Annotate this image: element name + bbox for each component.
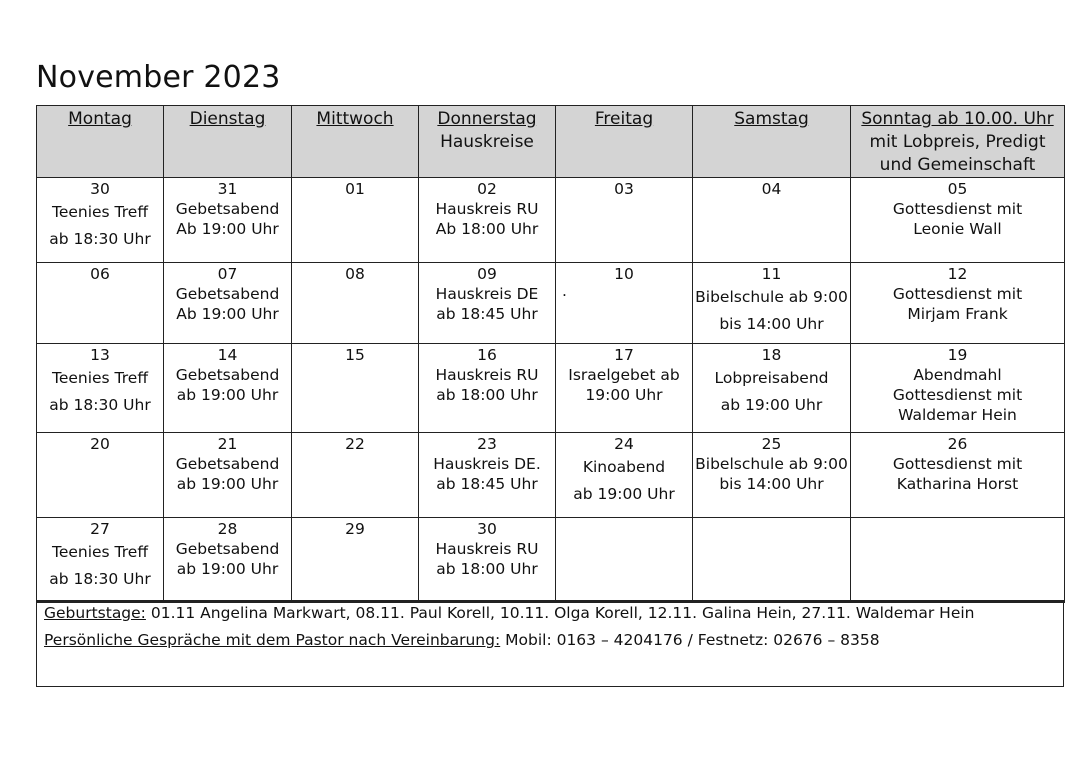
event-text: Kinoabend — [582, 458, 666, 476]
stray-mark: . — [562, 282, 567, 300]
pastor-contact-label: Persönliche Gespräche mit dem Pastor nach Vereinbarung: — [44, 631, 501, 649]
event-text: ab 18:00 Uhr — [436, 560, 538, 578]
day-number: 13 — [90, 346, 110, 364]
header-day-label: Sonntag ab 10.00. Uhr — [861, 109, 1054, 129]
event-text: ab 19:00 Uhr — [176, 475, 279, 493]
day-number: 30 — [477, 520, 497, 538]
day-cell-content — [292, 178, 418, 199]
day-cell-wednesday — [292, 344, 419, 433]
event-text: Gebetsabend — [175, 366, 280, 384]
day-cell-content — [419, 344, 555, 405]
day-cell-monday — [37, 344, 164, 433]
event-text: ab 18:00 Uhr — [436, 386, 538, 404]
header-day-label: Freitag — [594, 109, 654, 129]
event-text: Hauskreis RU — [435, 200, 539, 218]
day-number: 16 — [477, 346, 497, 364]
event-text: Gottesdienst mit — [892, 285, 1023, 303]
event-text: Abendmahl — [913, 366, 1002, 384]
event-text: ab 19:00 Uhr — [573, 485, 675, 503]
header-wednesday — [292, 106, 419, 178]
day-cell-content — [419, 178, 555, 239]
day-cell-thursday — [419, 433, 556, 518]
pastor-contact-line — [37, 630, 1063, 650]
calendar-table — [36, 105, 1065, 603]
day-cell-wednesday — [292, 433, 419, 518]
event-text: ab 18:30 Uhr — [49, 396, 151, 414]
event-text: Hauskreis DE — [435, 285, 539, 303]
event-text: ab 18:45 Uhr — [436, 305, 538, 323]
day-cell-content — [556, 433, 692, 508]
day-cell-content — [292, 433, 418, 454]
day-cell-content — [37, 263, 163, 284]
header-sunday — [851, 106, 1065, 178]
day-cell-content — [693, 178, 850, 199]
day-number: 19 — [947, 346, 968, 364]
event-text: Katharina Horst — [896, 475, 1019, 493]
event-text: Ab 19:00 Uhr — [176, 220, 279, 238]
day-cell-content — [164, 178, 291, 239]
day-cell-friday — [556, 178, 693, 263]
day-number: 09 — [477, 265, 497, 283]
day-cell-content — [693, 263, 850, 338]
day-cell-content — [37, 518, 163, 593]
day-number: 14 — [217, 346, 238, 364]
event-text: Leonie Wall — [913, 220, 1002, 238]
day-cell-content — [292, 518, 418, 539]
event-text: Lobpreisabend — [714, 369, 829, 387]
day-cell-friday — [556, 263, 693, 344]
day-number: 31 — [217, 180, 238, 198]
day-cell-content — [693, 344, 850, 419]
week-row — [37, 263, 1065, 344]
day-cell-sunday — [851, 433, 1065, 518]
day-cell-content — [37, 178, 163, 253]
day-cell-content — [693, 518, 850, 519]
day-cell-monday — [37, 178, 164, 263]
day-cell-saturday — [693, 433, 851, 518]
day-number: 01 — [345, 180, 365, 198]
day-cell-sunday — [851, 178, 1065, 263]
event-text: ab 19:00 Uhr — [720, 396, 823, 414]
day-number: 24 — [614, 435, 634, 453]
day-cell-content — [693, 433, 850, 494]
header-day-label: Samstag — [734, 109, 809, 129]
day-number: 05 — [947, 180, 968, 198]
day-number: 02 — [477, 180, 497, 198]
day-cell-content — [556, 263, 692, 300]
event-text: Teenies Treff — [51, 369, 148, 387]
day-cell-thursday — [419, 178, 556, 263]
day-cell-tuesday — [164, 344, 292, 433]
day-cell-monday — [37, 263, 164, 344]
day-cell-content — [556, 178, 692, 199]
header-friday — [556, 106, 693, 178]
event-text: Ab 18:00 Uhr — [435, 220, 539, 238]
day-cell-thursday — [419, 518, 556, 603]
day-cell-content — [292, 344, 418, 365]
day-cell-sunday — [851, 518, 1065, 603]
day-cell-content — [851, 518, 1064, 519]
day-cell-tuesday — [164, 178, 292, 263]
event-text: Gottesdienst mit — [892, 455, 1023, 473]
header-subtitle: Hauskreise — [440, 132, 534, 152]
event-text: Gottesdienst mit — [892, 386, 1023, 404]
birthdays-text: 01.11 Angelina Markwart, 08.11. Paul Korell, 10.11. Olga Korell, 12.11. Galina Hein, 27.11. Waldemar Hein — [145, 604, 975, 622]
day-number: 12 — [947, 265, 968, 283]
event-text: Ab 19:00 Uhr — [176, 305, 279, 323]
day-cell-saturday — [693, 518, 851, 603]
day-number: 23 — [477, 435, 497, 453]
header-tuesday — [164, 106, 292, 178]
day-cell-content — [37, 344, 163, 419]
day-cell-saturday — [693, 344, 851, 433]
birthdays-label: Geburtstage: — [44, 604, 146, 622]
day-cell-content — [556, 344, 692, 405]
day-number: 18 — [761, 346, 782, 364]
pastor-contact-text: Mobil: 0163 – 4204176 / Festnetz: 02676 – 8358 — [500, 631, 880, 649]
birthdays-line — [37, 603, 1063, 623]
day-cell-tuesday — [164, 518, 292, 603]
day-cell-content — [37, 433, 163, 454]
day-cell-friday — [556, 518, 693, 603]
event-text: bis 14:00 Uhr — [719, 475, 824, 493]
day-cell-content — [419, 433, 555, 494]
header-subtitle: mit Lobpreis, Predigt und Gemeinschaft — [869, 132, 1046, 175]
event-text: ab 18:30 Uhr — [49, 230, 151, 248]
week-row — [37, 433, 1065, 518]
event-text: Bibelschule ab 9:00 — [695, 455, 848, 473]
event-text: Israelgebet ab — [568, 366, 680, 384]
day-cell-content — [164, 344, 291, 405]
day-cell-content — [851, 344, 1064, 425]
day-cell-tuesday — [164, 263, 292, 344]
event-text: Gottesdienst mit — [892, 200, 1023, 218]
day-cell-friday — [556, 344, 693, 433]
header-day-label: Dienstag — [189, 109, 266, 129]
event-text: Teenies Treff — [51, 203, 148, 221]
day-cell-friday — [556, 433, 693, 518]
event-text: ab 19:00 Uhr — [176, 560, 279, 578]
day-cell-wednesday — [292, 178, 419, 263]
footer-notes — [36, 600, 1064, 687]
event-text: 19:00 Uhr — [585, 386, 663, 404]
event-text: ab 19:00 Uhr — [176, 386, 279, 404]
event-text: Gebetsabend — [175, 285, 280, 303]
day-cell-content — [851, 178, 1064, 239]
day-number: 20 — [90, 435, 110, 453]
day-cell-saturday — [693, 263, 851, 344]
header-day-label: Donnerstag — [437, 109, 537, 129]
header-saturday — [693, 106, 851, 178]
event-text: bis 14:00 Uhr — [719, 315, 824, 333]
day-number: 10 — [614, 265, 634, 283]
event-text: Hauskreis RU — [435, 540, 539, 558]
event-text: Gebetsabend — [175, 200, 280, 218]
day-number: 27 — [90, 520, 110, 538]
event-text: Teenies Treff — [51, 543, 148, 561]
day-cell-content — [851, 263, 1064, 324]
day-number: 03 — [614, 180, 634, 198]
day-cell-sunday — [851, 263, 1065, 344]
week-row — [37, 344, 1065, 433]
day-number: 11 — [761, 265, 782, 283]
header-day-label: Mittwoch — [316, 109, 394, 129]
header-thursday — [419, 106, 556, 178]
day-cell-sunday — [851, 344, 1065, 433]
day-cell-content — [419, 263, 555, 324]
event-text: ab 18:45 Uhr — [436, 475, 538, 493]
day-cell-monday — [37, 433, 164, 518]
event-text: Gebetsabend — [175, 455, 280, 473]
week-row — [37, 178, 1065, 263]
day-number: 30 — [90, 180, 110, 198]
day-number: 06 — [90, 265, 110, 283]
header-day-label: Montag — [68, 109, 132, 129]
day-number: 26 — [947, 435, 968, 453]
calendar-body — [37, 178, 1065, 603]
day-number: 29 — [345, 520, 365, 538]
day-number: 08 — [345, 265, 365, 283]
event-text: Hauskreis RU — [435, 366, 539, 384]
day-number: 21 — [217, 435, 238, 453]
day-cell-wednesday — [292, 263, 419, 344]
day-number: 15 — [345, 346, 365, 364]
event-text: Gebetsabend — [175, 540, 280, 558]
day-number: 28 — [217, 520, 238, 538]
day-number: 04 — [761, 180, 782, 198]
day-cell-content — [164, 518, 291, 579]
day-number: 22 — [345, 435, 365, 453]
day-number: 25 — [761, 435, 782, 453]
day-number: 07 — [217, 265, 238, 283]
day-cell-thursday — [419, 263, 556, 344]
header-monday — [37, 106, 164, 178]
day-cell-content — [419, 518, 555, 579]
event-text: ab 18:30 Uhr — [49, 570, 151, 588]
day-cell-tuesday — [164, 433, 292, 518]
day-cell-saturday — [693, 178, 851, 263]
header-row — [37, 106, 1065, 178]
event-text: Bibelschule ab 9:00 — [695, 288, 848, 306]
day-cell-content — [164, 433, 291, 494]
day-cell-content — [292, 263, 418, 284]
page-title: November 2023 — [36, 60, 281, 95]
day-number: 17 — [614, 346, 634, 364]
event-text: Waldemar Hein — [898, 406, 1017, 424]
day-cell-monday — [37, 518, 164, 603]
day-cell-content — [851, 433, 1064, 494]
day-cell-thursday — [419, 344, 556, 433]
event-text: Mirjam Frank — [907, 305, 1008, 323]
week-row — [37, 518, 1065, 603]
event-text: Hauskreis DE. — [433, 455, 541, 473]
day-cell-content — [556, 518, 692, 519]
day-cell-wednesday — [292, 518, 419, 603]
day-cell-content — [164, 263, 291, 324]
